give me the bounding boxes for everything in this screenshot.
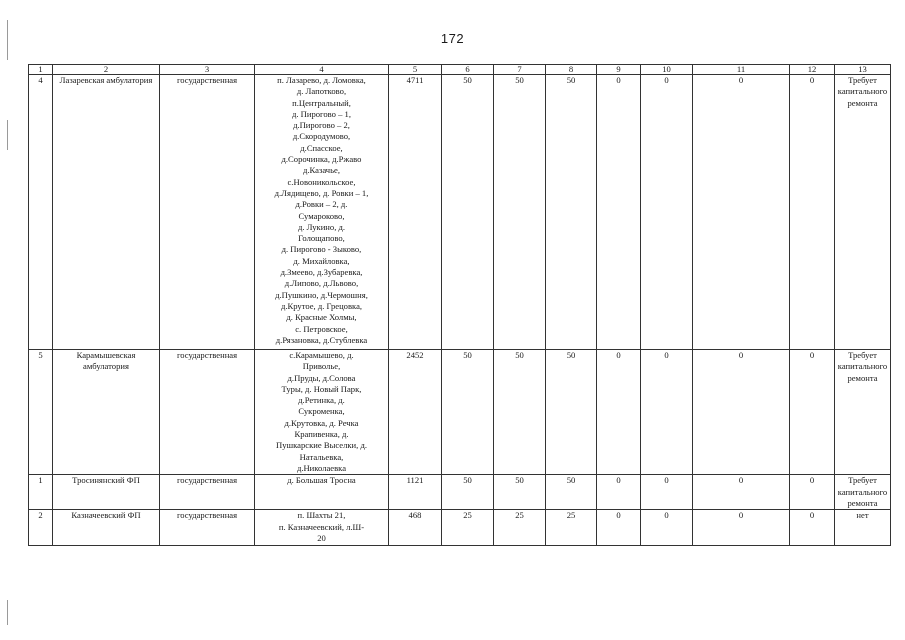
note-cell: Требует капитального ремонта	[835, 475, 891, 510]
table-row	[29, 350, 891, 475]
value-cell: 0	[597, 75, 641, 350]
settlements-cell: п. Шахты 21, п. Казначеевский, л.Ш- 20	[255, 510, 389, 546]
value-cell: 0	[641, 75, 693, 350]
value-cell: 50	[546, 475, 597, 510]
value-cell: 0	[641, 350, 693, 475]
settlements-cell: п. Лазарево, д. Ломовка, д. Лапотково, п.Центральный, д. Пирогово – 1, д.Пирогово – 2, д.Скородумово, д.Спасское, д.Сорочинка, д.Ржаво д.Казачье, с.Новоникольское, д.Лядищево, д. Ровки – 1, д.Ровки – 2, д. Сумароково, д. Лукино, д. Голощапово, д. Пирогово - Зыково, д. Михайловка, д.Змеево, д.Зубаревка, д.Липово, д.Львово, д.Пушкино, д.Чермошня, д.Крутое, д. Грецовка, д. Красные Холмы, с. Петровское, д.Рязановка, д.Стублевка	[255, 75, 389, 350]
value-cell: 0	[790, 75, 835, 350]
value-cell: 1121	[389, 475, 442, 510]
value-cell: 50	[546, 350, 597, 475]
ownership-cell: государственная	[160, 350, 255, 475]
column-header: 13	[835, 65, 891, 75]
note-cell: Требует капитального ремонта	[835, 75, 891, 350]
facility-name-cell: Карамышевская амбулатория	[53, 350, 160, 475]
column-header: 1	[29, 65, 53, 75]
column-header: 9	[597, 65, 641, 75]
value-cell: 0	[790, 350, 835, 475]
settlements-cell: д. Большая Тросна	[255, 475, 389, 510]
value-cell: 25	[494, 510, 546, 546]
table-row	[29, 510, 891, 546]
ownership-cell: государственная	[160, 475, 255, 510]
value-cell: 4711	[389, 75, 442, 350]
row-number-cell: 2	[29, 510, 53, 546]
value-cell: 50	[494, 350, 546, 475]
row-number-cell: 5	[29, 350, 53, 475]
scan-edge-mark	[7, 20, 8, 60]
value-cell: 0	[597, 350, 641, 475]
column-header: 10	[641, 65, 693, 75]
table-row	[29, 75, 891, 350]
value-cell: 0	[790, 510, 835, 546]
row-number-cell: 4	[29, 75, 53, 350]
value-cell: 50	[494, 75, 546, 350]
value-cell: 0	[641, 475, 693, 510]
column-header: 11	[693, 65, 790, 75]
value-cell: 0	[693, 510, 790, 546]
value-cell: 25	[546, 510, 597, 546]
column-header: 6	[442, 65, 494, 75]
value-cell: 0	[597, 475, 641, 510]
note-cell: нет	[835, 510, 891, 546]
header-row	[29, 65, 891, 75]
column-header: 7	[494, 65, 546, 75]
value-cell: 50	[494, 475, 546, 510]
column-header: 2	[53, 65, 160, 75]
note-cell: Требует капитального ремонта	[835, 350, 891, 475]
value-cell: 50	[442, 75, 494, 350]
settlements-cell: с.Карамышево, д. Приволье, д.Пруды, д.Солова Туры, д. Новый Парк, д.Ретинка, д. Сукроменка, д.Крутовка, д. Речка Крапивенка, д. Пушкарские Выселки, д. Натальевка, д.Николаевка	[255, 350, 389, 475]
value-cell: 0	[693, 350, 790, 475]
value-cell: 50	[442, 350, 494, 475]
value-cell: 0	[597, 510, 641, 546]
value-cell: 0	[641, 510, 693, 546]
scan-edge-mark	[7, 600, 8, 625]
facility-name-cell: Казначеевский ФП	[53, 510, 160, 546]
value-cell: 468	[389, 510, 442, 546]
data-table	[28, 64, 891, 546]
column-header: 12	[790, 65, 835, 75]
column-header: 3	[160, 65, 255, 75]
ownership-cell: государственная	[160, 75, 255, 350]
value-cell: 0	[790, 475, 835, 510]
column-header: 4	[255, 65, 389, 75]
column-header: 8	[546, 65, 597, 75]
value-cell: 0	[693, 75, 790, 350]
value-cell: 50	[442, 475, 494, 510]
ownership-cell: государственная	[160, 510, 255, 546]
page-number: 172	[440, 31, 465, 46]
value-cell: 50	[546, 75, 597, 350]
facility-name-cell: Тросинянский ФП	[53, 475, 160, 510]
facility-name-cell: Лазаревская амбулатория	[53, 75, 160, 350]
value-cell: 25	[442, 510, 494, 546]
column-header: 5	[389, 65, 442, 75]
row-number-cell: 1	[29, 475, 53, 510]
value-cell: 0	[693, 475, 790, 510]
scan-edge-mark	[7, 120, 8, 150]
table-row	[29, 475, 891, 510]
value-cell: 2452	[389, 350, 442, 475]
